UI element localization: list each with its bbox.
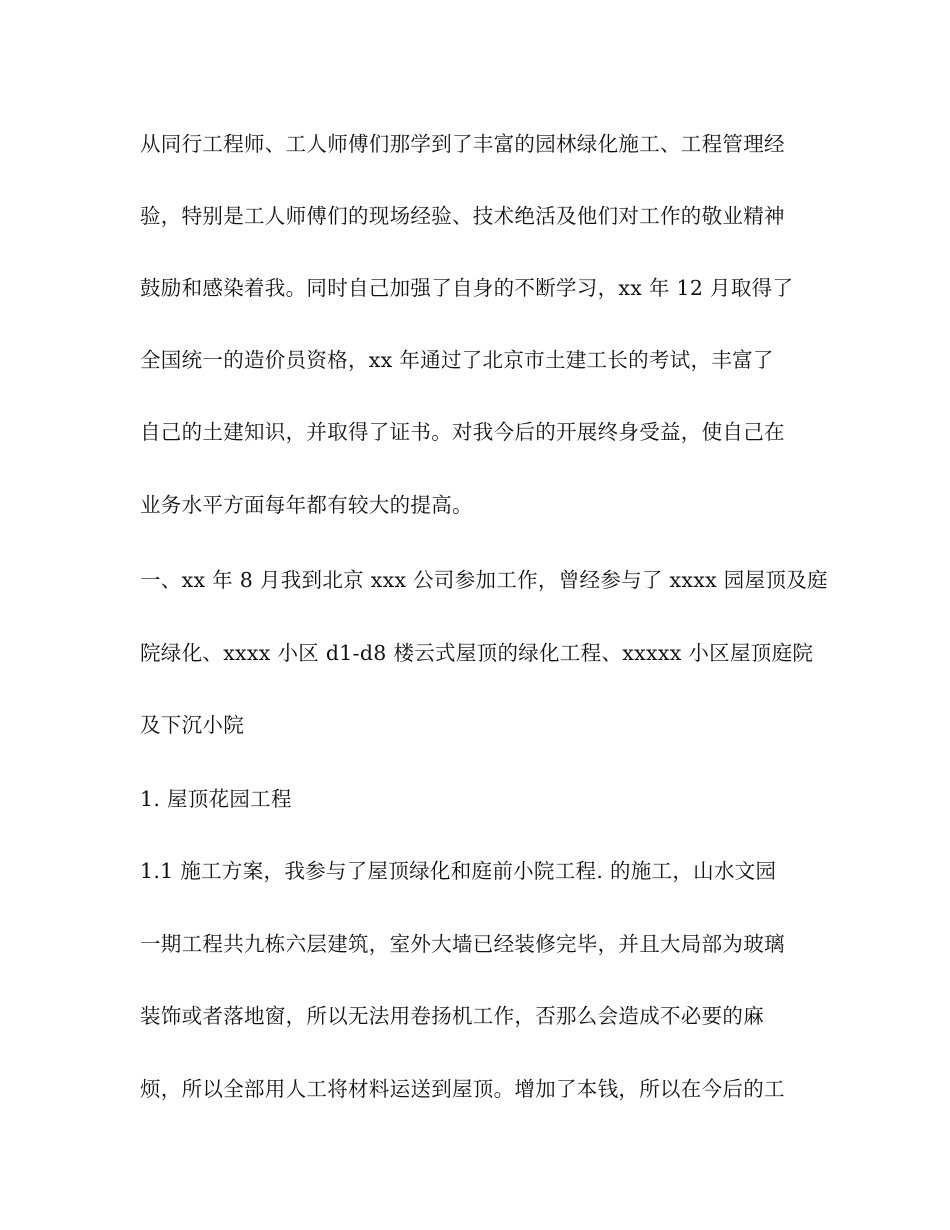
text-line-14: 烦，所以全部用人工将材料运送到屋顶。增加了本钱，所以在今后的工	[140, 1077, 785, 1101]
text-line-13: 装饰或者落地窗，所以无法用卷扬机工作，否那么会造成不必要的麻	[140, 1004, 764, 1028]
text-line-1: 从同行工程师、工人师傅们那学到了丰富的园林绿化施工、工程管理经	[140, 132, 785, 156]
text-line-5: 自己的土建知识，并取得了证书。对我今后的开展终身受益，使自己在	[140, 420, 785, 444]
text-line-6: 业务水平方面每年都有较大的提高。	[140, 493, 473, 517]
text-line-11: 1.1 施工方案，我参与了屋顶绿化和庭前小院工程. 的施工，山水文园	[140, 859, 777, 883]
text-line-12: 一期工程共九栋六层建筑，室外大墙已经装修完毕，并且大局部为玻璃	[140, 932, 785, 956]
text-line-8: 院绿化、xxxx 小区 d1-d8 楼云式屋顶的绿化工程、xxxxx 小区屋顶庭院	[140, 641, 814, 665]
text-line-2: 验，特别是工人师傅们的现场经验、技术绝活及他们对工作的敬业精神	[140, 204, 785, 228]
text-line-3: 鼓励和感染着我。同时自己加强了自身的不断学习，xx 年 12 月取得了	[140, 276, 794, 300]
section-heading: 1. 屋顶花园工程	[140, 787, 292, 811]
text-line-4: 全国统一的造价员资格，xx 年通过了北京市土建工长的考试，丰富了	[140, 348, 774, 372]
text-line-7: 一、xx 年 8 月我到北京 xxx 公司参加工作，曾经参与了 xxxx 园屋顶及庭	[140, 568, 828, 592]
text-line-9: 及下沉小院	[140, 713, 244, 737]
